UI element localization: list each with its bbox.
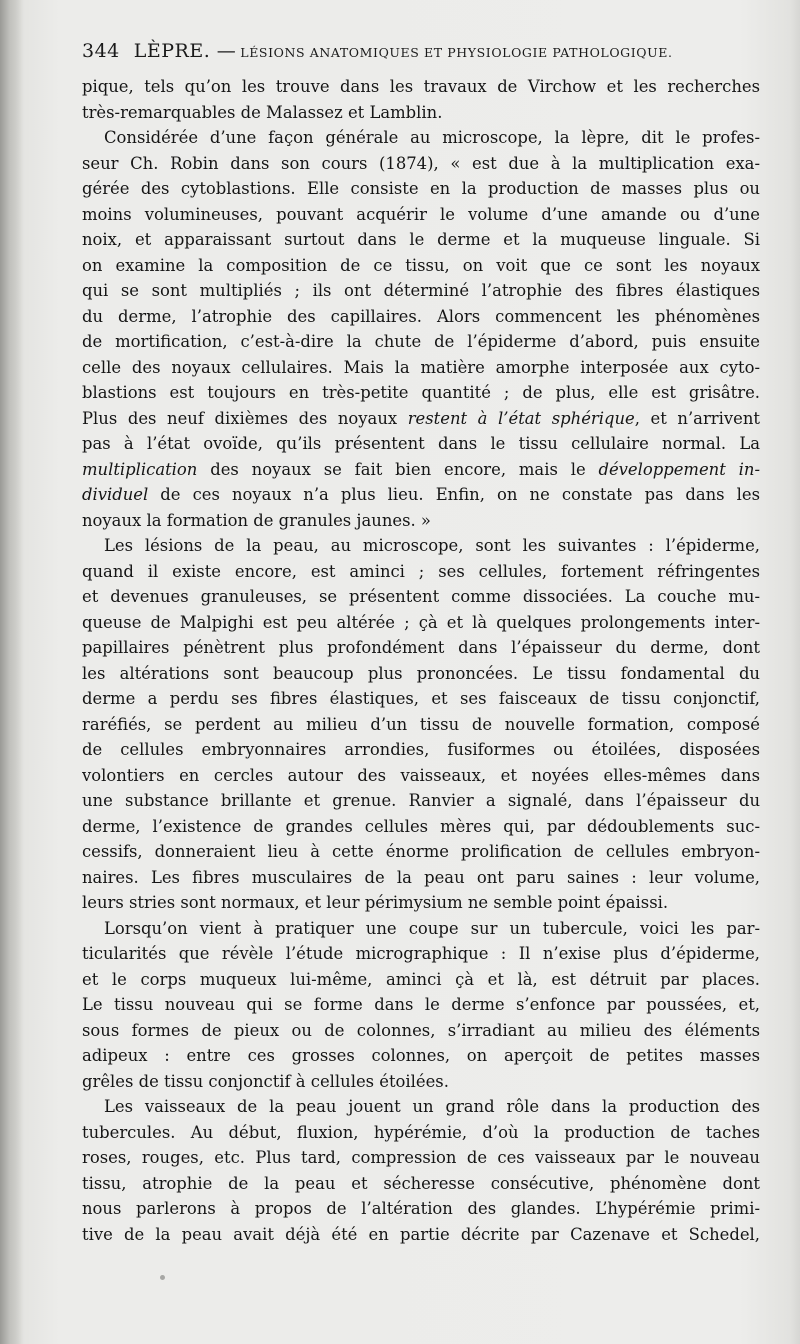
text-line: on examine la composition de ce tissu, on voit que ce sont les noyaux bbox=[82, 255, 760, 275]
text-line: Les lésions de la peau, au microscope, sont les suivantes : l’épiderme, bbox=[104, 536, 760, 555]
text-line: une substance brillante et grenue. Ranvier a signalé, dans l’épaisseur du bbox=[82, 791, 760, 810]
text-line: Considérée d’une façon générale au microscope, la lèpre, dit le profes- bbox=[104, 128, 760, 147]
text-line: noix, et apparaissant surtout dans le derme et la muqueuse linguale. Si bbox=[82, 230, 760, 249]
text-line: de cellules embryonnaires arrondies, fusiformes ou étoilées, disposées bbox=[82, 740, 760, 759]
text-line: volontiers en cercles autour des vaisseaux, et noyées elles-mêmes dans bbox=[82, 765, 760, 785]
binding-shadow bbox=[0, 0, 24, 1344]
text-line: tissu, atrophie de la peau et sécheresse consécutive, phénomène dont bbox=[82, 1173, 760, 1193]
text-line: adipeux : entre ces grosses colonnes, on aperçoit de petites masses bbox=[82, 1046, 760, 1065]
text-line: noyaux la formation de granules jaunes. » bbox=[82, 510, 431, 530]
text-line: Lorsqu’on vient à pratiquer une coupe sur un tubercule, voici les par- bbox=[104, 918, 760, 938]
text-line: ticularités que révèle l’étude micrographique : Il n’exise plus d’épiderme, bbox=[82, 944, 760, 963]
text-line: et le corps muqueux lui-même, aminci çà et là, est détruit par places. bbox=[82, 969, 760, 989]
text-line: blastions est toujours en très-petite quantité ; de plus, elle est grisâtre. bbox=[82, 383, 760, 402]
text-line: nous parlerons à propos de l’altération des glandes. L’hypérémie primi- bbox=[82, 1199, 760, 1218]
page-number: 344 bbox=[82, 40, 120, 62]
text-line: qui se sont multipliés ; ils ont déterminé l’atrophie des fibres élastiques bbox=[82, 281, 760, 300]
text-line: de mortification, c’est-à-dire la chute de l’épiderme d’abord, puis ensuite bbox=[82, 332, 760, 351]
text-line: derme, l’existence de grandes cellules mères qui, par dédoublements suc- bbox=[82, 816, 760, 836]
italic-segment: multiplication bbox=[82, 459, 198, 479]
text-line: tive de la peau avait déjà été en partie décrite par Cazenave et Schedel, bbox=[82, 1224, 760, 1244]
text-line: grêles de tissu conjonctif à cellules étoilées. bbox=[82, 1071, 449, 1091]
text-line: queuse de Malpighi est peu altérée ; çà et là quelques prolongements inter- bbox=[82, 612, 760, 632]
text-segment: de ces noyaux n’a plus lieu. Enfin, on ne constate pas dans les bbox=[148, 485, 760, 504]
text-line bbox=[82, 406, 760, 432]
text-line: et devenues granuleuses, se présentent comme dissociées. La couche mu- bbox=[82, 587, 760, 606]
text-line bbox=[82, 482, 760, 508]
text-line: moins volumineuses, pouvant acquérir le volume d’une amande ou d’une bbox=[82, 204, 760, 224]
text-line: Les vaisseaux de la peau jouent un grand rôle dans la production des bbox=[104, 1097, 760, 1116]
text-segment: Plus des neuf dixièmes des noyaux bbox=[82, 408, 398, 428]
italic-segment: restent à l’état sphérique bbox=[407, 408, 635, 428]
text-line: les altérations sont beaucoup plus prononcées. Le tissu fondamental du bbox=[82, 663, 760, 683]
text-line: roses, rouges, etc. Plus tard, compression de ces vaisseaux par le nouveau bbox=[82, 1148, 760, 1167]
text-line: leurs stries sont normaux, et leur périmysium ne semble point épaissi. bbox=[82, 893, 669, 912]
text-line: du derme, l’atrophie des capillaires. Alors commencent les phénomènes bbox=[82, 306, 760, 326]
text-line: celle des noyaux cellulaires. Mais la matière amorphe interposée aux cyto- bbox=[82, 357, 760, 377]
text-line: naires. Les fibres musculaires de la peau ont paru saines : leur volume, bbox=[82, 867, 760, 887]
text-line: très-remarquables de Malassez et Lamblin. bbox=[82, 102, 443, 122]
italic-segment: dividuel bbox=[82, 485, 149, 504]
text-line: pique, tels qu’on les trouve dans les travaux de Virchow et les recherches bbox=[82, 77, 760, 96]
running-title: LÈPRE. — bbox=[133, 40, 237, 62]
ink-speck bbox=[160, 1275, 165, 1280]
text-line: gérée des cytoblastions. Elle consiste en la production de masses plus ou bbox=[82, 179, 760, 198]
text-line: derme a perdu ses fibres élastiques, et ses faisceaux de tissu conjonctif, bbox=[82, 689, 760, 708]
running-head bbox=[82, 40, 762, 70]
text-segment: des noyaux se fait bien encore, mais le bbox=[197, 459, 599, 479]
text-line: raréfiés, se perdent au milieu d’un tissu de nouvelle formation, composé bbox=[82, 714, 760, 734]
text-segment: , et n’arrivent bbox=[634, 408, 760, 428]
text-line: Le tissu nouveau qui se forme dans le derme s’enfonce par poussées, et, bbox=[82, 995, 760, 1014]
italic-segment: développement in- bbox=[598, 459, 760, 479]
text-line: sous formes de pieux ou de colonnes, s’irradiant au milieu des éléments bbox=[82, 1020, 760, 1040]
text-line: seur Ch. Robin dans son cours (1874), « est due à la multiplication exa- bbox=[82, 153, 760, 173]
text-line: papillaires pénètrent plus profondément dans l’épaisseur du derme, dont bbox=[82, 638, 760, 657]
text-line: pas à l’état ovoïde, qu’ils présentent dans le tissu cellulaire normal. La bbox=[82, 434, 760, 453]
text-line bbox=[82, 457, 760, 483]
text-line: quand il existe encore, est aminci ; ses cellules, fortement réfringentes bbox=[82, 561, 760, 581]
body-text bbox=[82, 74, 760, 1274]
text-line: cessifs, donneraient lieu à cette énorme prolification de cellules embryon- bbox=[82, 842, 760, 861]
text-line: tubercules. Au début, fluxion, hypérémie, d’où la production de taches bbox=[82, 1122, 760, 1142]
running-subtitle: LÉSIONS ANATOMIQUES ET PHYSIOLOGIE PATHOLOGIQUE. bbox=[240, 45, 673, 60]
